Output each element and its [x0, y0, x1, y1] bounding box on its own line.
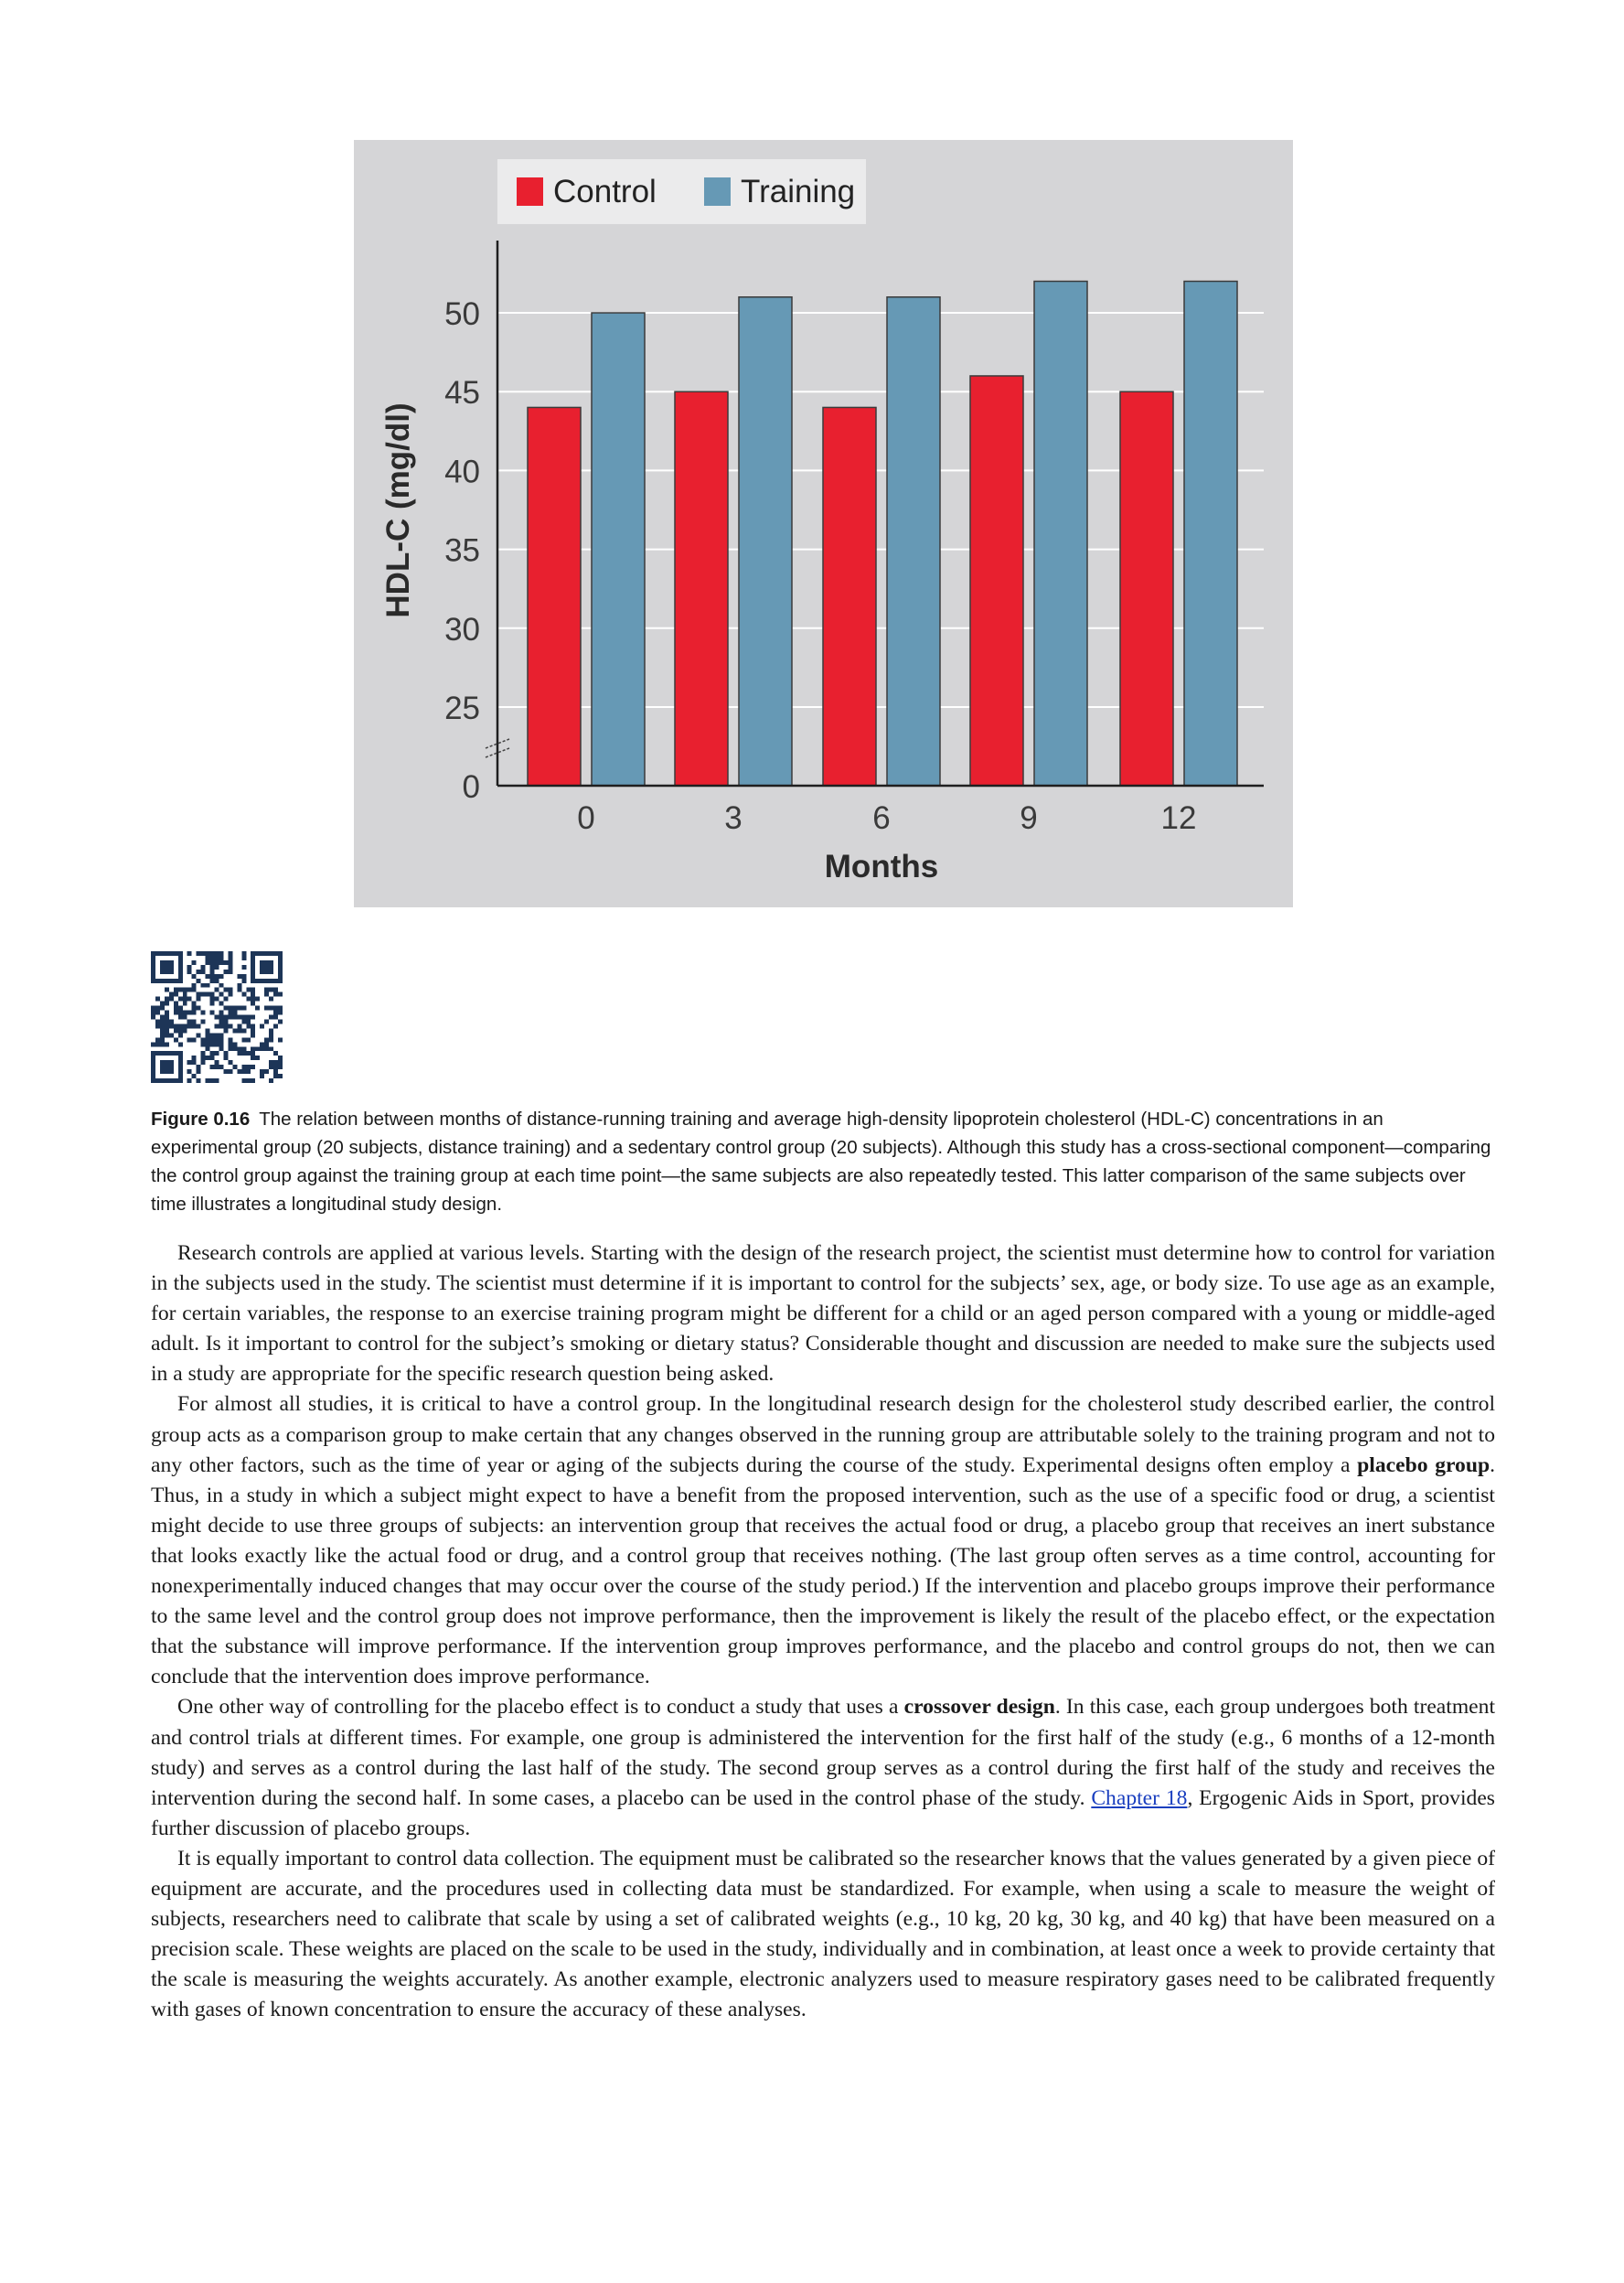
y-tick-label-25: 25	[444, 691, 480, 726]
y-tick-label-0: 0	[462, 769, 480, 805]
bar-training-0	[592, 313, 645, 786]
y-tick-label-40: 40	[444, 454, 480, 490]
bar-training-3	[739, 297, 792, 786]
bar-control-3	[675, 391, 728, 786]
bar-control-9	[970, 376, 1023, 786]
figure-chart-panel	[354, 140, 1293, 907]
y-tick-label-30: 30	[444, 611, 480, 648]
x-tick-label-6: 6	[872, 800, 891, 836]
chapter-18-link[interactable]: Chapter 18	[1091, 1785, 1188, 1810]
legend-swatch-control	[517, 177, 543, 206]
legend-label-control: Control	[553, 174, 657, 209]
qr-code-graphic	[151, 951, 283, 1083]
x-tick-label-9: 9	[1020, 800, 1038, 836]
paragraph-crossover-design	[151, 1692, 1495, 1843]
x-tick-label-3: 3	[724, 800, 743, 836]
x-tick-label-0: 0	[577, 800, 595, 836]
x-axis-title: Months	[824, 849, 939, 884]
bar-control-12	[1120, 391, 1173, 786]
legend-label-training: Training	[741, 174, 856, 209]
y-tick-label-45: 45	[444, 375, 480, 412]
paragraph-text: For almost all studies, it is critical to have a control group. In the longitudinal research design for the cholesterol study described earlier, the control group acts as a comparison group to make certain that any changes observed in the running group are attributable solely to the training program and not to any other factors, such as the time of year or aging of the subjects during the course of the study. Experimental designs often employ a	[151, 1392, 1495, 1477]
x-tick-label-12: 12	[1160, 800, 1197, 836]
chart-bars	[528, 282, 1237, 786]
legend-swatch-training	[704, 177, 731, 206]
paragraph-text: . In this case, each group undergoes both treatment and control trials at different times. For example, one group is administered the intervention for the first half of the study (e.g., 6 months of a 12-month study) and serves as a control during the last half of the study. The second group serves as a control during the first half of the study and receives the intervention during the second half. In some cases, a placebo can be used in the control phase of the study.	[151, 1695, 1496, 1810]
paragraph-text: , Ergogenic Aids in Sport, provides further discussion of placebo groups.	[151, 1785, 1495, 1840]
bar-control-6	[823, 407, 876, 786]
qr-modules	[151, 951, 283, 1083]
y-tick-label-50: 50	[444, 296, 480, 332]
figure-caption-text: The relation between months of distance-running training and average high-density lipoprotein cholesterol (HDL-C) concentrations in an experimental group (20 subjects, distance training) and a sedentary control group (20 subjects). Although this study has a cross-sectional component—comparing the control group against the training group at each time point—the same subjects are also repeatedly tested. This latter comparison of the same subjects over time illustrates a longitudinal study design.	[151, 1109, 1491, 1215]
term-placebo-group: placebo group	[1357, 1452, 1490, 1477]
paragraph-research-controls: Research controls are applied at various levels. Starting with the design of the research project, the scientist must determine how to control for variation in the subjects used in the study. The scientist must determine if it is important to control for the subjects’ sex, age, or body size. To use age as an example, for certain variables, the response to an exercise training program might be different for a child or an aged person compared with a young or middle-aged adult. Is it important to control for the subject’s smoking or dietary status? Considerable thought and discussion are needed to make sure the subjects used in a study are appropriate for the specific research question being asked.	[151, 1241, 1495, 1387]
figure-label: Figure 0.16	[151, 1109, 251, 1130]
paragraph-text: One other way of controlling for the placebo effect is to conduct a study that uses a	[177, 1695, 904, 1720]
paragraph-text: . Thus, in a study in which a subject might expect to have a benefit from the proposed intervention, such as the use of a specific food or drug, a scientist might decide to use three groups of subjects: an intervention group that receives the actual food or drug, a placebo group that receives an inert substance that looks exactly like the actual food or drug, and a control group that receives nothing. (The last group often serves as a time control, accounting for nonexperimentally induced changes that may occur over the course of the study period.) If the intervention and placebo groups improve their performance to the same level and the control group does not improve performance, then the improvement is likely the result of the placebo effect, or the expectation that the substance will improve performance. If the intervention group improves performance, and the placebo and control groups do not, then we can conclude that the intervention does improve performance.	[151, 1452, 1495, 1689]
bar-control-0	[528, 407, 581, 786]
y-tick-label-35: 35	[444, 532, 480, 569]
figure-caption	[151, 1105, 1495, 1218]
bar-training-12	[1184, 282, 1237, 786]
bar-training-6	[887, 297, 940, 786]
paragraph-control-group	[151, 1389, 1495, 1692]
paragraph-data-collection: It is equally important to control data collection. The equipment must be calibrated so the researcher knows that the values generated by a given piece of equipment are accurate, and the procedures used in collecting data must be standardized. For example, when using a scale to measure the weight of subjects, researchers need to calibrate that scale by using a set of calibrated weights (e.g., 10 kg, 20 kg, 30 kg, and 40 kg) that have been measured on a precision scale. These weights are placed on the scale to be used in the study, individually and in combination, at least once a week to provide certainty that the scale is measuring the weights accurately. As another example, electronic analyzers used to measure respiratory gases need to be calibrated frequently with gases of known concentration to ensure the accuracy of these analyses.	[151, 1846, 1495, 2022]
chart-legend	[497, 159, 866, 224]
bar-training-9	[1034, 282, 1087, 786]
y-axis-title: HDL-C (mg/dl)	[380, 402, 416, 618]
hdl-bar-chart	[354, 140, 1293, 907]
qr-code-icon[interactable]	[151, 951, 283, 1083]
term-crossover-design: crossover design	[903, 1695, 1055, 1720]
body-text	[151, 1238, 1495, 2025]
